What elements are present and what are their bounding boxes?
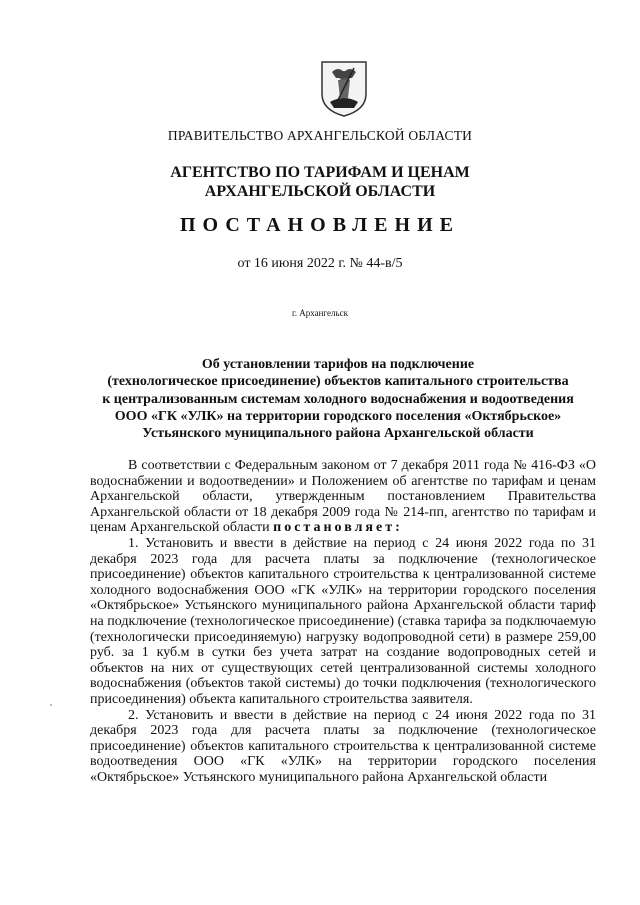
scan-artifact (50, 704, 52, 706)
title-line: (технологическое присоединение) объектов капитального строительства (107, 374, 569, 390)
government-name: ПРАВИТЕЛЬСТВО АРХАНГЕЛЬСКОЙ ОБЛАСТИ (167, 128, 473, 143)
item-2-paragraph: 2. Установить и ввести в действие на период с 24 июня 2022 года по 31 декабря 2023 года для расчета платы за подключение (технологическое присоединение) объектов капитального строительства к централизованной системе водоотведения ООО «ГК «УЛК» на территории городского поселения «Октябрьское» Устьянского муниципального района Архангельской области (90, 707, 596, 785)
resolves-word: постановляет: (273, 520, 403, 536)
document-date-number: от 16 июня 2022 г. № 44-в/5 (237, 256, 403, 271)
agency-name-line2: АРХАНГЕЛЬСКОЙ ОБЛАСТИ (204, 183, 436, 200)
item-1-paragraph: 1. Установить и ввести в действие на период с 24 июня 2022 года по 31 декабря 2023 года для расчета платы за подключение (технологическое присоединение) объектов капитального строительства к централизованной системе холодного водоснабжения ООО «ГК «УЛК» на территории городского поселения «Октябрьское» Устьянского муниципального района Архангельской области тариф на подключение (технологическое присоединение) (ставка тарифа за подключаемую (технологически присоединяемую) нагрузку водопроводной сети) в размере 259,00 руб. за 1 куб.м в сутки без учета затрат на создание водопроводных сетей и объектов на них от существующих сетей централизованной системы холодного водоснабжения (объектов такой системы) до точки подключения (технологического присоединения) объекта капитального строительства заявителя. (90, 535, 596, 707)
title-line: к централизованным системам холодного водоснабжения и водоотведения (102, 391, 574, 407)
title-line: Об установлении тарифов на подключение (201, 357, 475, 372)
document-body (90, 458, 596, 785)
document-city: г. Архангельск (292, 308, 348, 318)
document-type: ПОСТАНОВЛЕНИЕ (180, 214, 460, 236)
title-line: ООО «ГК «УЛК» на территории городского поселения «Октябрьское» (114, 408, 562, 424)
intro-text: В соответствии с Федеральным законом от 7 декабря 2011 года № 416-ФЗ «О водоснабжении и водоотведении» и Положением об агентстве по тарифам и ценам Архангельской области, утвержденным постановлением Правительства Архангельской области от 18 декабря 2009 года № 214-пп, агентство по тарифам и ценам Архангельской области (90, 458, 596, 536)
intro-paragraph (90, 458, 596, 536)
agency-name-line1: АГЕНТСТВО ПО ТАРИФАМ И ЦЕНАМ (170, 164, 470, 181)
document-title (78, 356, 598, 442)
agency-name (0, 163, 640, 201)
coat-of-arms-icon (318, 58, 370, 118)
title-line: Устьянского муниципального района Архангельской области (142, 426, 534, 442)
